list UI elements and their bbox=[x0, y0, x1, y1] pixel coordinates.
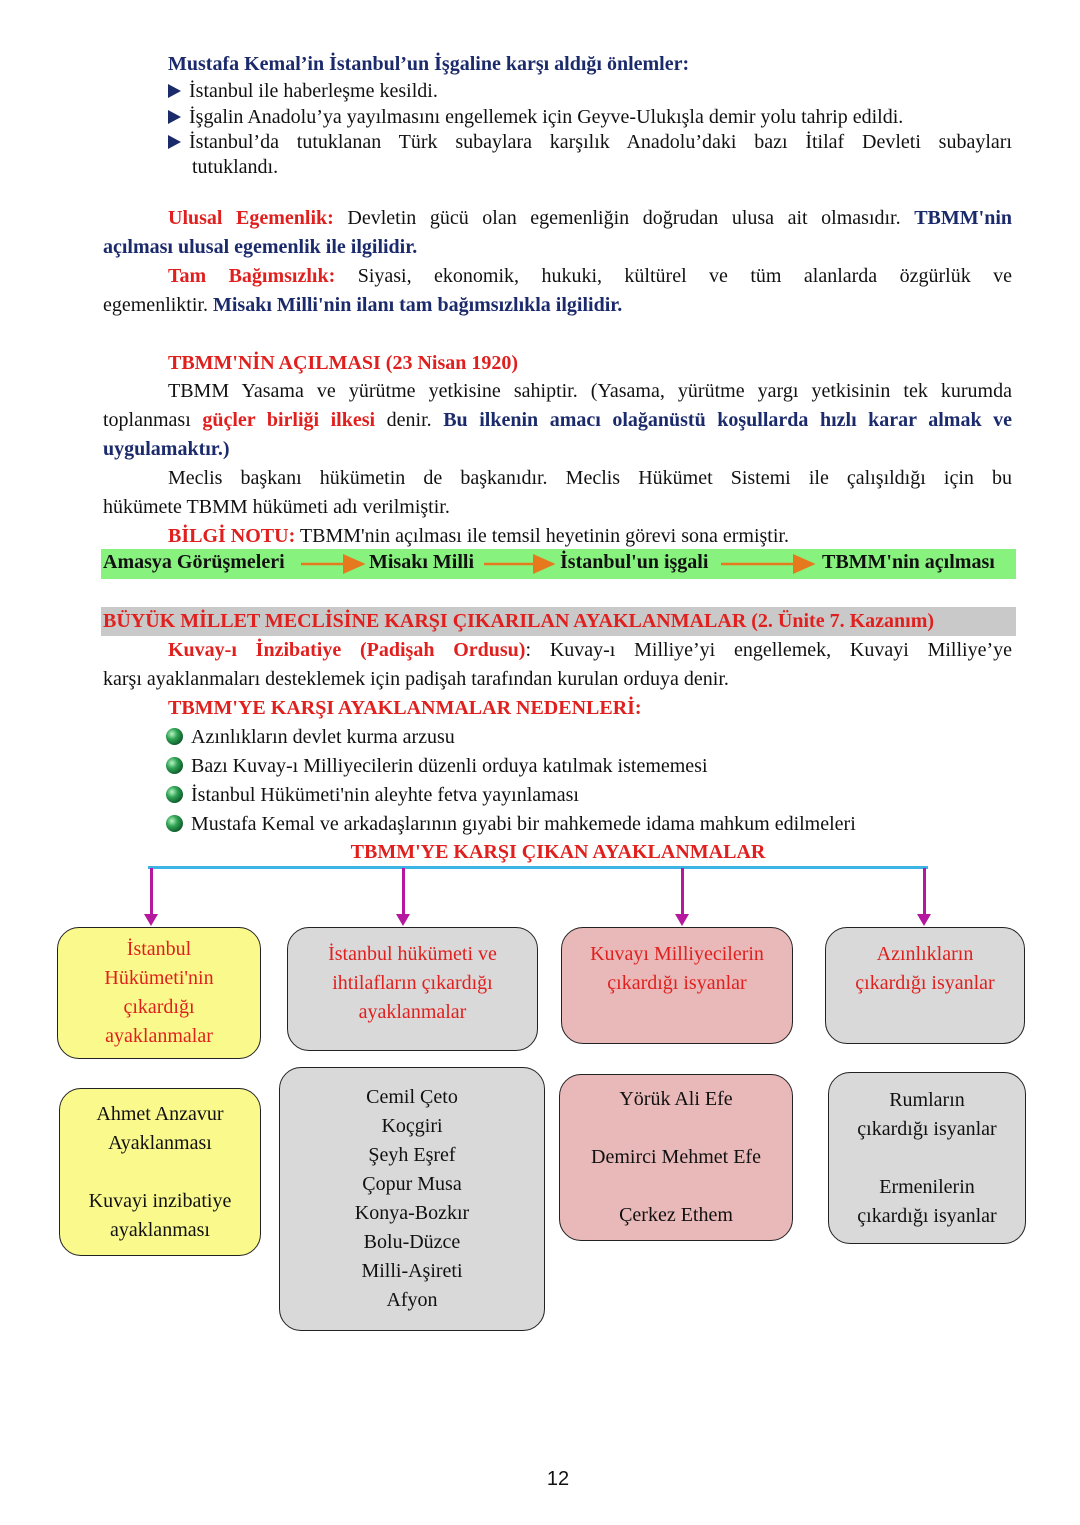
triangle-bullet-icon bbox=[168, 135, 181, 149]
info-note: BİLGİ NOTU: TBMM'nin açılması ile temsil heyetinin görevi sona ermiştir. bbox=[168, 525, 789, 547]
detail-box-istanbul-hukumeti: Ahmet Anzavur Ayaklanması Kuvayi inzibatiye ayaklanması bbox=[59, 1088, 261, 1256]
bullet-continuation: tutuklandı. bbox=[192, 156, 279, 178]
detail-box-istanbul-ihtilaf: Cemil Çeto Koçgiri Şeyh Eşref Çopur Musa Konya-Bozkır Bolu-Düzce Milli-Aşireti Afyon bbox=[279, 1067, 545, 1331]
tam-bagimsizlik-continuation: egemenliktir. Misakı Milli'nin ilanı tam bağımsızlıkla ilgilidir. bbox=[103, 294, 623, 316]
tbmm-paragraph-line: TBMM Yasama ve yürütme yetkisine sahiptir. (Yasama, yürütme yargı yetkisinin tek kurumda bbox=[168, 380, 1012, 402]
category-box-istanbul-hukumeti: İstanbul Hükümeti'nin çıkardığı ayaklanmalar bbox=[57, 927, 261, 1059]
tbmm-paragraph-line: hükümete TBMM hükümeti adı verilmiştir. bbox=[103, 496, 450, 518]
flow-step: Amasya Görüşmeleri bbox=[103, 551, 285, 573]
flow-step: İstanbul'un işgali bbox=[560, 551, 709, 573]
reasons-heading: TBMM'YE KARŞI AYAKLANMALAR NEDENLERİ: bbox=[168, 697, 642, 719]
kuvay-inzibatiye-continuation: karşı ayaklanmaları desteklemek için padişah tarafından kurulan orduya denir. bbox=[103, 668, 729, 690]
reason-item: Azınlıkların devlet kurma arzusu bbox=[166, 723, 455, 752]
bullet-item: İstanbul’da tutuklanan Türk subaylara karşılık Anadolu’daki bazı İtilaf Devleti subayları bbox=[168, 128, 1012, 157]
detail-box-azinliklar: Rumların çıkardığı isyanlar Ermenilerin çıkardığı isyanlar bbox=[828, 1072, 1026, 1244]
ulusal-egemenlik-line: Ulusal Egemenlik: Devletin gücü olan egemenliğin doğrudan ulusa ait olmasıdır. TBMM'nin bbox=[168, 207, 1012, 229]
triangle-bullet-icon bbox=[168, 84, 181, 98]
bullet-item: İşgalin Anadolu’ya yayılmasını engellemek için Geyve-Ulukışla demir yolu tahrip edildi. bbox=[168, 103, 903, 132]
bullet-item: İstanbul ile haberleşme kesildi. bbox=[168, 77, 438, 106]
category-box-azinliklar: Azınlıkların çıkardığı isyanlar bbox=[825, 927, 1025, 1044]
ulusal-egemenlik-continuation: açılması ulusal egemenlik ile ilgilidir. bbox=[103, 236, 418, 258]
reason-item: İstanbul Hükümeti'nin aleyhte fetva yayınlaması bbox=[166, 781, 579, 810]
flow-step: Misakı Milli bbox=[369, 551, 474, 573]
diagram-title: TBMM'YE KARŞI ÇIKAN AYAKLANMALAR bbox=[350, 841, 766, 863]
reason-item: Mustafa Kemal ve arkadaşlarının gıyabi bir mahkemede idama mahkum edilmeleri bbox=[166, 810, 856, 839]
green-ball-bullet-icon bbox=[166, 728, 183, 745]
tbmm-paragraph-line: toplanması güçler birliği ilkesi denir. Bu ilkenin amacı olağanüstü koşullarda hızlı karar almak ve bbox=[103, 409, 1013, 431]
kuvay-inzibatiye-line: Kuvay-ı İnzibatiye (Padişah Ordusu): Kuvay-ı Milliye’yi engellemek, Kuvayi Milliye’ye bbox=[168, 639, 1013, 661]
tam-bagimsizlik-line: Tam Bağımsızlık: Siyasi, ekonomik, hukuki, kültürel ve tüm alanlarda özgürlük ve bbox=[168, 265, 1012, 287]
page-number: 12 bbox=[546, 1468, 570, 1490]
diagram-connector-line bbox=[148, 866, 928, 869]
green-ball-bullet-icon bbox=[166, 815, 183, 832]
tbmm-paragraph-line: Meclis başkanı hükümetin de başkanıdır. Meclis Hükümet Sistemi ile çalışıldığı için bu bbox=[168, 467, 1012, 489]
tbmm-paragraph-line: uygulamaktır.) bbox=[103, 438, 230, 460]
flow-step: TBMM'nin açılması bbox=[822, 551, 995, 573]
green-ball-bullet-icon bbox=[166, 786, 183, 803]
green-ball-bullet-icon bbox=[166, 757, 183, 774]
down-arrow-icon bbox=[402, 868, 405, 916]
category-box-kuvayi-milliye: Kuvayı Milliyecilerin çıkardığı isyanlar bbox=[561, 927, 793, 1044]
flow-arrows-icon bbox=[101, 549, 1016, 579]
triangle-bullet-icon bbox=[168, 110, 181, 124]
reason-item: Bazı Kuvay-ı Milliyecilerin düzenli orduya katılmak istememesi bbox=[166, 752, 708, 781]
uprisings-banner: BÜYÜK MİLLET MECLİSİNE KARŞI ÇIKARILAN AYAKLANMALAR (2. Ünite 7. Kazanım) bbox=[101, 607, 1016, 636]
down-arrow-icon bbox=[923, 868, 926, 916]
timeline-flow-bar bbox=[101, 549, 1016, 579]
section-heading-measures: Mustafa Kemal’in İstanbul’un İşgaline karşı aldığı önlemler: bbox=[168, 53, 690, 75]
tbmm-heading: TBMM'NİN AÇILMASI (23 Nisan 1920) bbox=[168, 352, 519, 374]
down-arrow-icon bbox=[681, 868, 684, 916]
detail-box-kuvayi-milliye: Yörük Ali Efe Demirci Mehmet Efe Çerkez Ethem bbox=[559, 1074, 793, 1241]
down-arrow-icon bbox=[150, 868, 153, 916]
category-box-istanbul-ihtilaf: İstanbul hükümeti ve ihtilafların çıkardığı ayaklanmalar bbox=[287, 927, 538, 1051]
